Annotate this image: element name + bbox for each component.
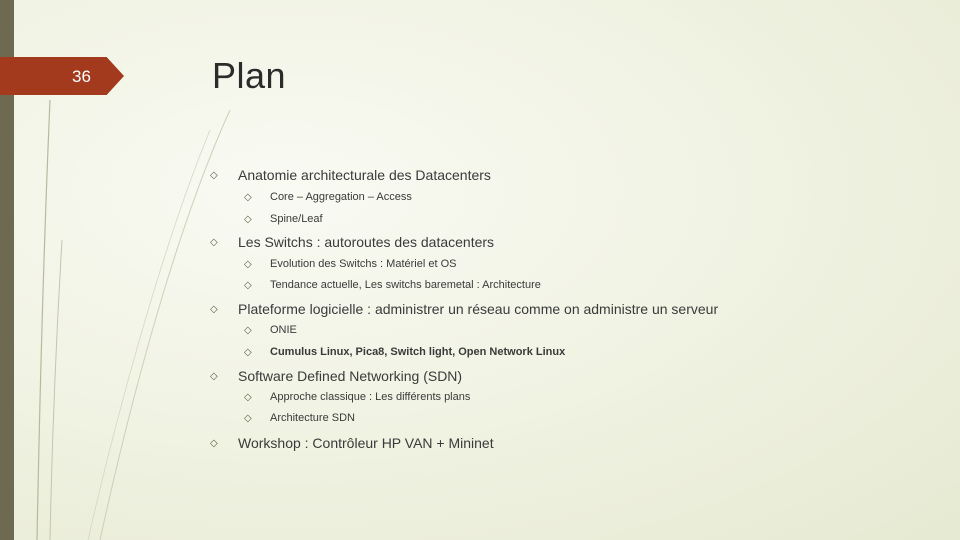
diamond-bullet-icon: ◇ xyxy=(210,370,218,382)
outline-subitem-label: Spine/Leaf xyxy=(270,213,323,225)
slide-number: 36 xyxy=(72,67,91,86)
outline-item-label: Workshop : Contrôleur HP VAN + Mininet xyxy=(238,435,494,451)
outline-subitem xyxy=(244,324,297,336)
diamond-bullet-icon: ◇ xyxy=(210,169,218,181)
slide-title: Plan xyxy=(212,55,287,96)
outline-subitem xyxy=(244,391,470,403)
diamond-bullet-icon: ◇ xyxy=(244,213,252,225)
outline-item xyxy=(210,368,462,384)
outline-item xyxy=(210,435,494,451)
outline-subitem xyxy=(244,412,355,424)
outline-item-label: Les Switchs : autoroutes des datacenters xyxy=(238,234,495,250)
diamond-bullet-icon: ◇ xyxy=(244,191,252,203)
diamond-bullet-icon: ◇ xyxy=(244,391,252,403)
diamond-bullet-icon: ◇ xyxy=(244,279,252,291)
diamond-bullet-icon: ◇ xyxy=(210,303,218,315)
diamond-bullet-icon: ◇ xyxy=(244,412,252,424)
outline-subitem xyxy=(244,346,565,358)
outline-subitem-label: Core – Aggregation – Access xyxy=(270,191,412,203)
diamond-bullet-icon: ◇ xyxy=(244,324,252,336)
diamond-bullet-icon: ◇ xyxy=(244,258,252,270)
outline-subitem xyxy=(244,258,456,270)
outline-item xyxy=(210,301,718,317)
outline-subitem-label: Evolution des Switchs : Matériel et OS xyxy=(270,258,457,270)
outline-subitem-label: Tendance actuelle, Les switchs baremetal : Architecture xyxy=(270,279,541,291)
outline-item xyxy=(210,167,491,183)
outline-subitem-label: Cumulus Linux, Pica8, Switch light, Open Network Linux xyxy=(270,346,566,358)
diamond-bullet-icon: ◇ xyxy=(244,346,252,358)
diamond-bullet-icon: ◇ xyxy=(210,236,218,248)
diamond-bullet-icon: ◇ xyxy=(210,437,218,449)
outline-item-label: Anatomie architecturale des Datacenters xyxy=(238,167,491,183)
outline-item-label: Software Defined Networking (SDN) xyxy=(238,368,463,384)
outline-item xyxy=(210,234,494,250)
outline-subitem xyxy=(244,191,412,203)
outline-subitem-label: ONIE xyxy=(270,324,297,336)
slide-number-tab xyxy=(0,57,124,95)
outline-subitem-label: Approche classique : Les différents plans xyxy=(270,391,471,403)
outline-item-label: Plateforme logicielle : administrer un réseau comme on administre un serveur xyxy=(238,301,719,317)
outline-subitem-label: Architecture SDN xyxy=(270,412,355,424)
outline-subitem xyxy=(244,279,541,291)
outline-subitem xyxy=(244,213,323,225)
